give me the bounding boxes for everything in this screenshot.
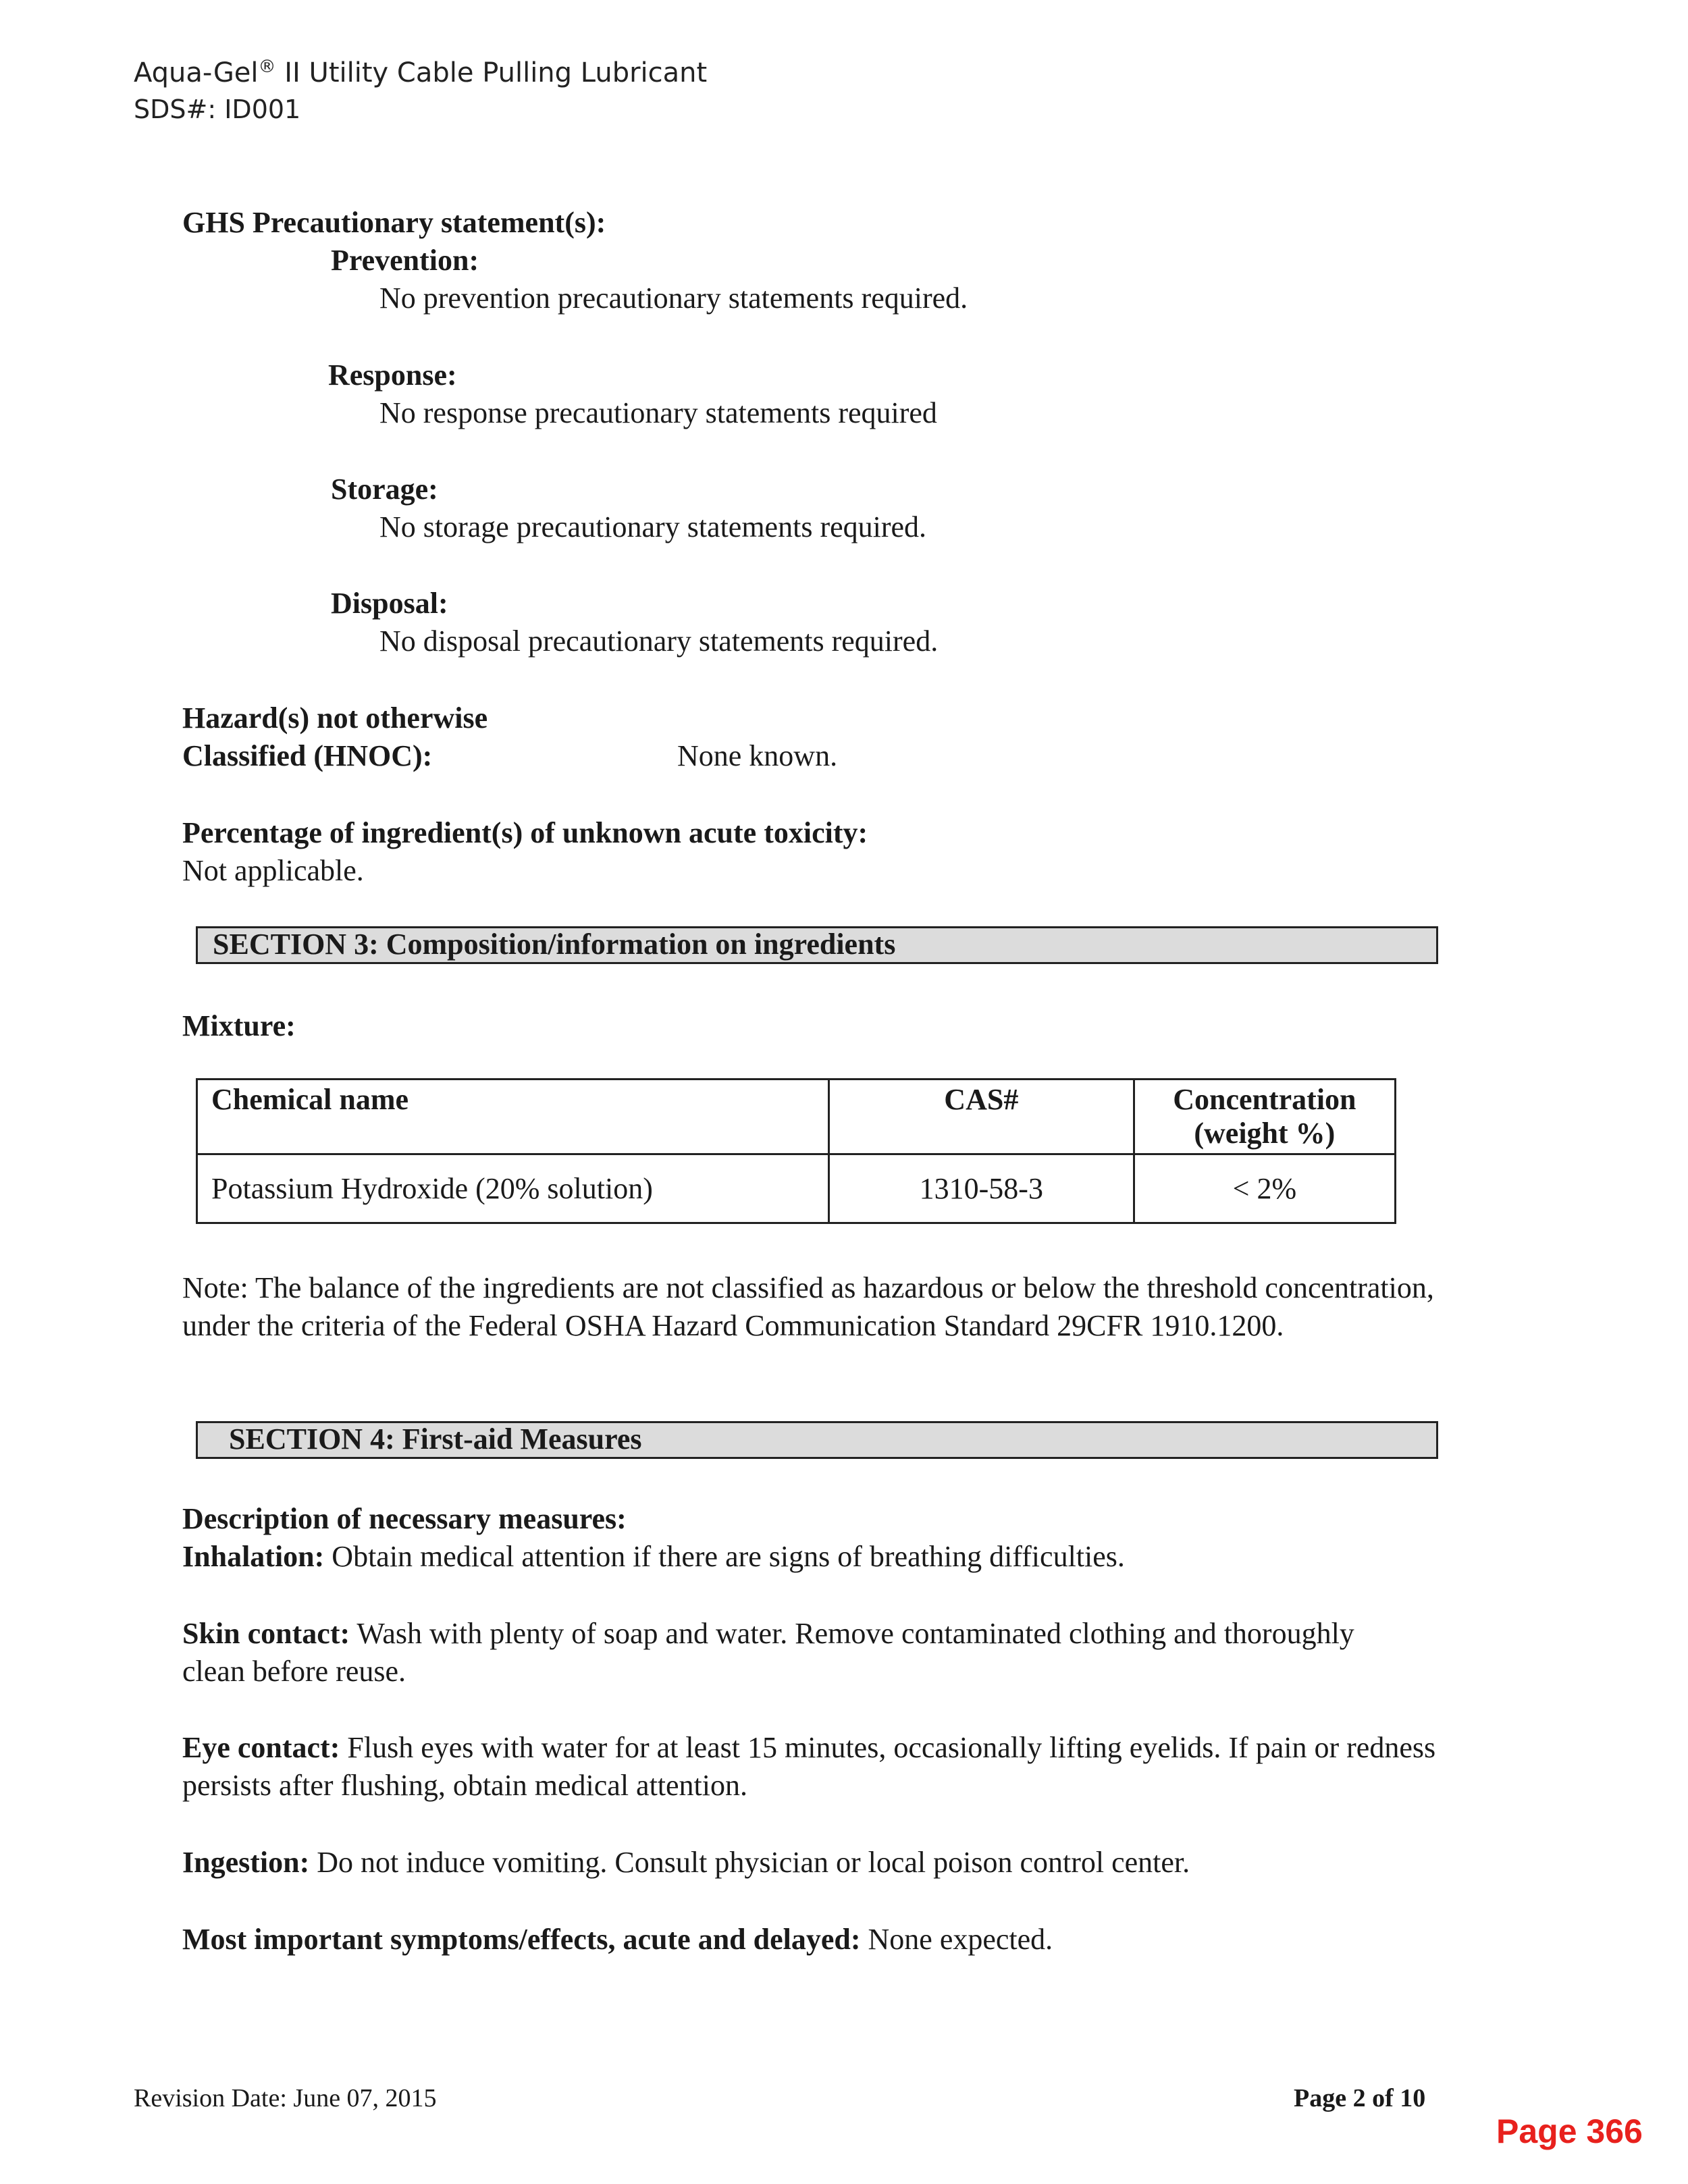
skin-paragraph <box>182 1615 1371 1690</box>
title-suffix: II Utility Cable Pulling Lubricant <box>275 57 708 88</box>
section3-title: SECTION 3: Composition/information on ingredients <box>213 928 896 961</box>
prevention-text: No prevention precautionary statements required. <box>379 282 968 315</box>
composition-note: Note: The balance of the ingredients are not classified as hazardous or below the threshold concentration, under the criteria of the Federal OSHA Hazard Communication Standard 29CFR 1910.1200. <box>182 1271 1434 1342</box>
ingestion-paragraph <box>182 1844 1452 1882</box>
revision-date: Revision Date: June 07, 2015 <box>134 2084 437 2112</box>
eye-label: Eye contact: <box>182 1731 340 1764</box>
eye-paragraph <box>182 1729 1452 1805</box>
mixture-label: Mixture: <box>182 1009 296 1042</box>
composition-table <box>196 1078 1396 1224</box>
symptoms-paragraph <box>182 1921 1452 1959</box>
title-prefix: Aqua-Gel <box>134 57 259 88</box>
prevention-label: Prevention: <box>331 244 479 277</box>
registered-mark: ® <box>258 57 276 77</box>
table-header-row <box>197 1080 1396 1154</box>
header-chemical-name: Chemical name <box>197 1080 829 1154</box>
toxicity-label: Percentage of ingredient(s) of unknown acute toxicity: <box>182 816 868 849</box>
inhalation-label: Inhalation: <box>182 1540 325 1573</box>
table-row <box>197 1154 1396 1223</box>
description-label: Description of necessary measures: <box>182 1502 627 1535</box>
inhalation-paragraph <box>182 1538 1452 1576</box>
eye-text: Flush eyes with water for at least 15 minutes, occasionally lifting eyelids. If pain or redness persists after flushing, obtain medical attention. <box>182 1731 1436 1802</box>
header-concentration: Concentration (weight %) <box>1134 1080 1395 1154</box>
hnoc-label-line2: Classified (HNOC): <box>182 739 433 772</box>
symptoms-text: None expected. <box>860 1923 1053 1956</box>
sds-number: SDS#: ID001 <box>134 95 301 124</box>
precautionary-heading: GHS Precautionary statement(s): <box>182 206 606 239</box>
header-cas: CAS# <box>828 1080 1134 1154</box>
symptoms-label: Most important symptoms/effects, acute and delayed: <box>182 1923 861 1956</box>
cell-cas: 1310-58-3 <box>828 1154 1134 1223</box>
ingestion-text: Do not induce vomiting. Consult physician or local poison control center. <box>309 1846 1190 1879</box>
cell-concentration: < 2% <box>1134 1154 1395 1223</box>
response-label: Response: <box>328 358 457 392</box>
storage-label: Storage: <box>331 473 438 506</box>
cell-chemical-name: Potassium Hydroxide (20% solution) <box>197 1154 829 1223</box>
hnoc-label-line1: Hazard(s) not otherwise <box>182 701 488 735</box>
ingestion-label: Ingestion: <box>182 1846 310 1879</box>
document-title <box>134 57 707 88</box>
section3-header <box>196 926 1438 964</box>
section4-header <box>196 1421 1438 1459</box>
page-number: Page 2 of 10 <box>1294 2084 1426 2112</box>
skin-label: Skin contact: <box>182 1617 350 1650</box>
skin-text: Wash with plenty of soap and water. Remove contaminated clothing and thoroughly clean before reuse. <box>182 1617 1354 1688</box>
disposal-text: No disposal precautionary statements required. <box>379 624 939 658</box>
hnoc-value: None known. <box>677 739 838 772</box>
storage-text: No storage precautionary statements required. <box>379 510 927 543</box>
section4-title: SECTION 4: First-aid Measures <box>229 1422 642 1456</box>
toxicity-value: Not applicable. <box>182 854 364 887</box>
page-stamp: Page 366 <box>1496 2112 1643 2150</box>
inhalation-text: Obtain medical attention if there are signs of breathing difficulties. <box>324 1540 1125 1573</box>
response-text: No response precautionary statements required <box>379 396 937 429</box>
disposal-label: Disposal: <box>331 587 448 620</box>
